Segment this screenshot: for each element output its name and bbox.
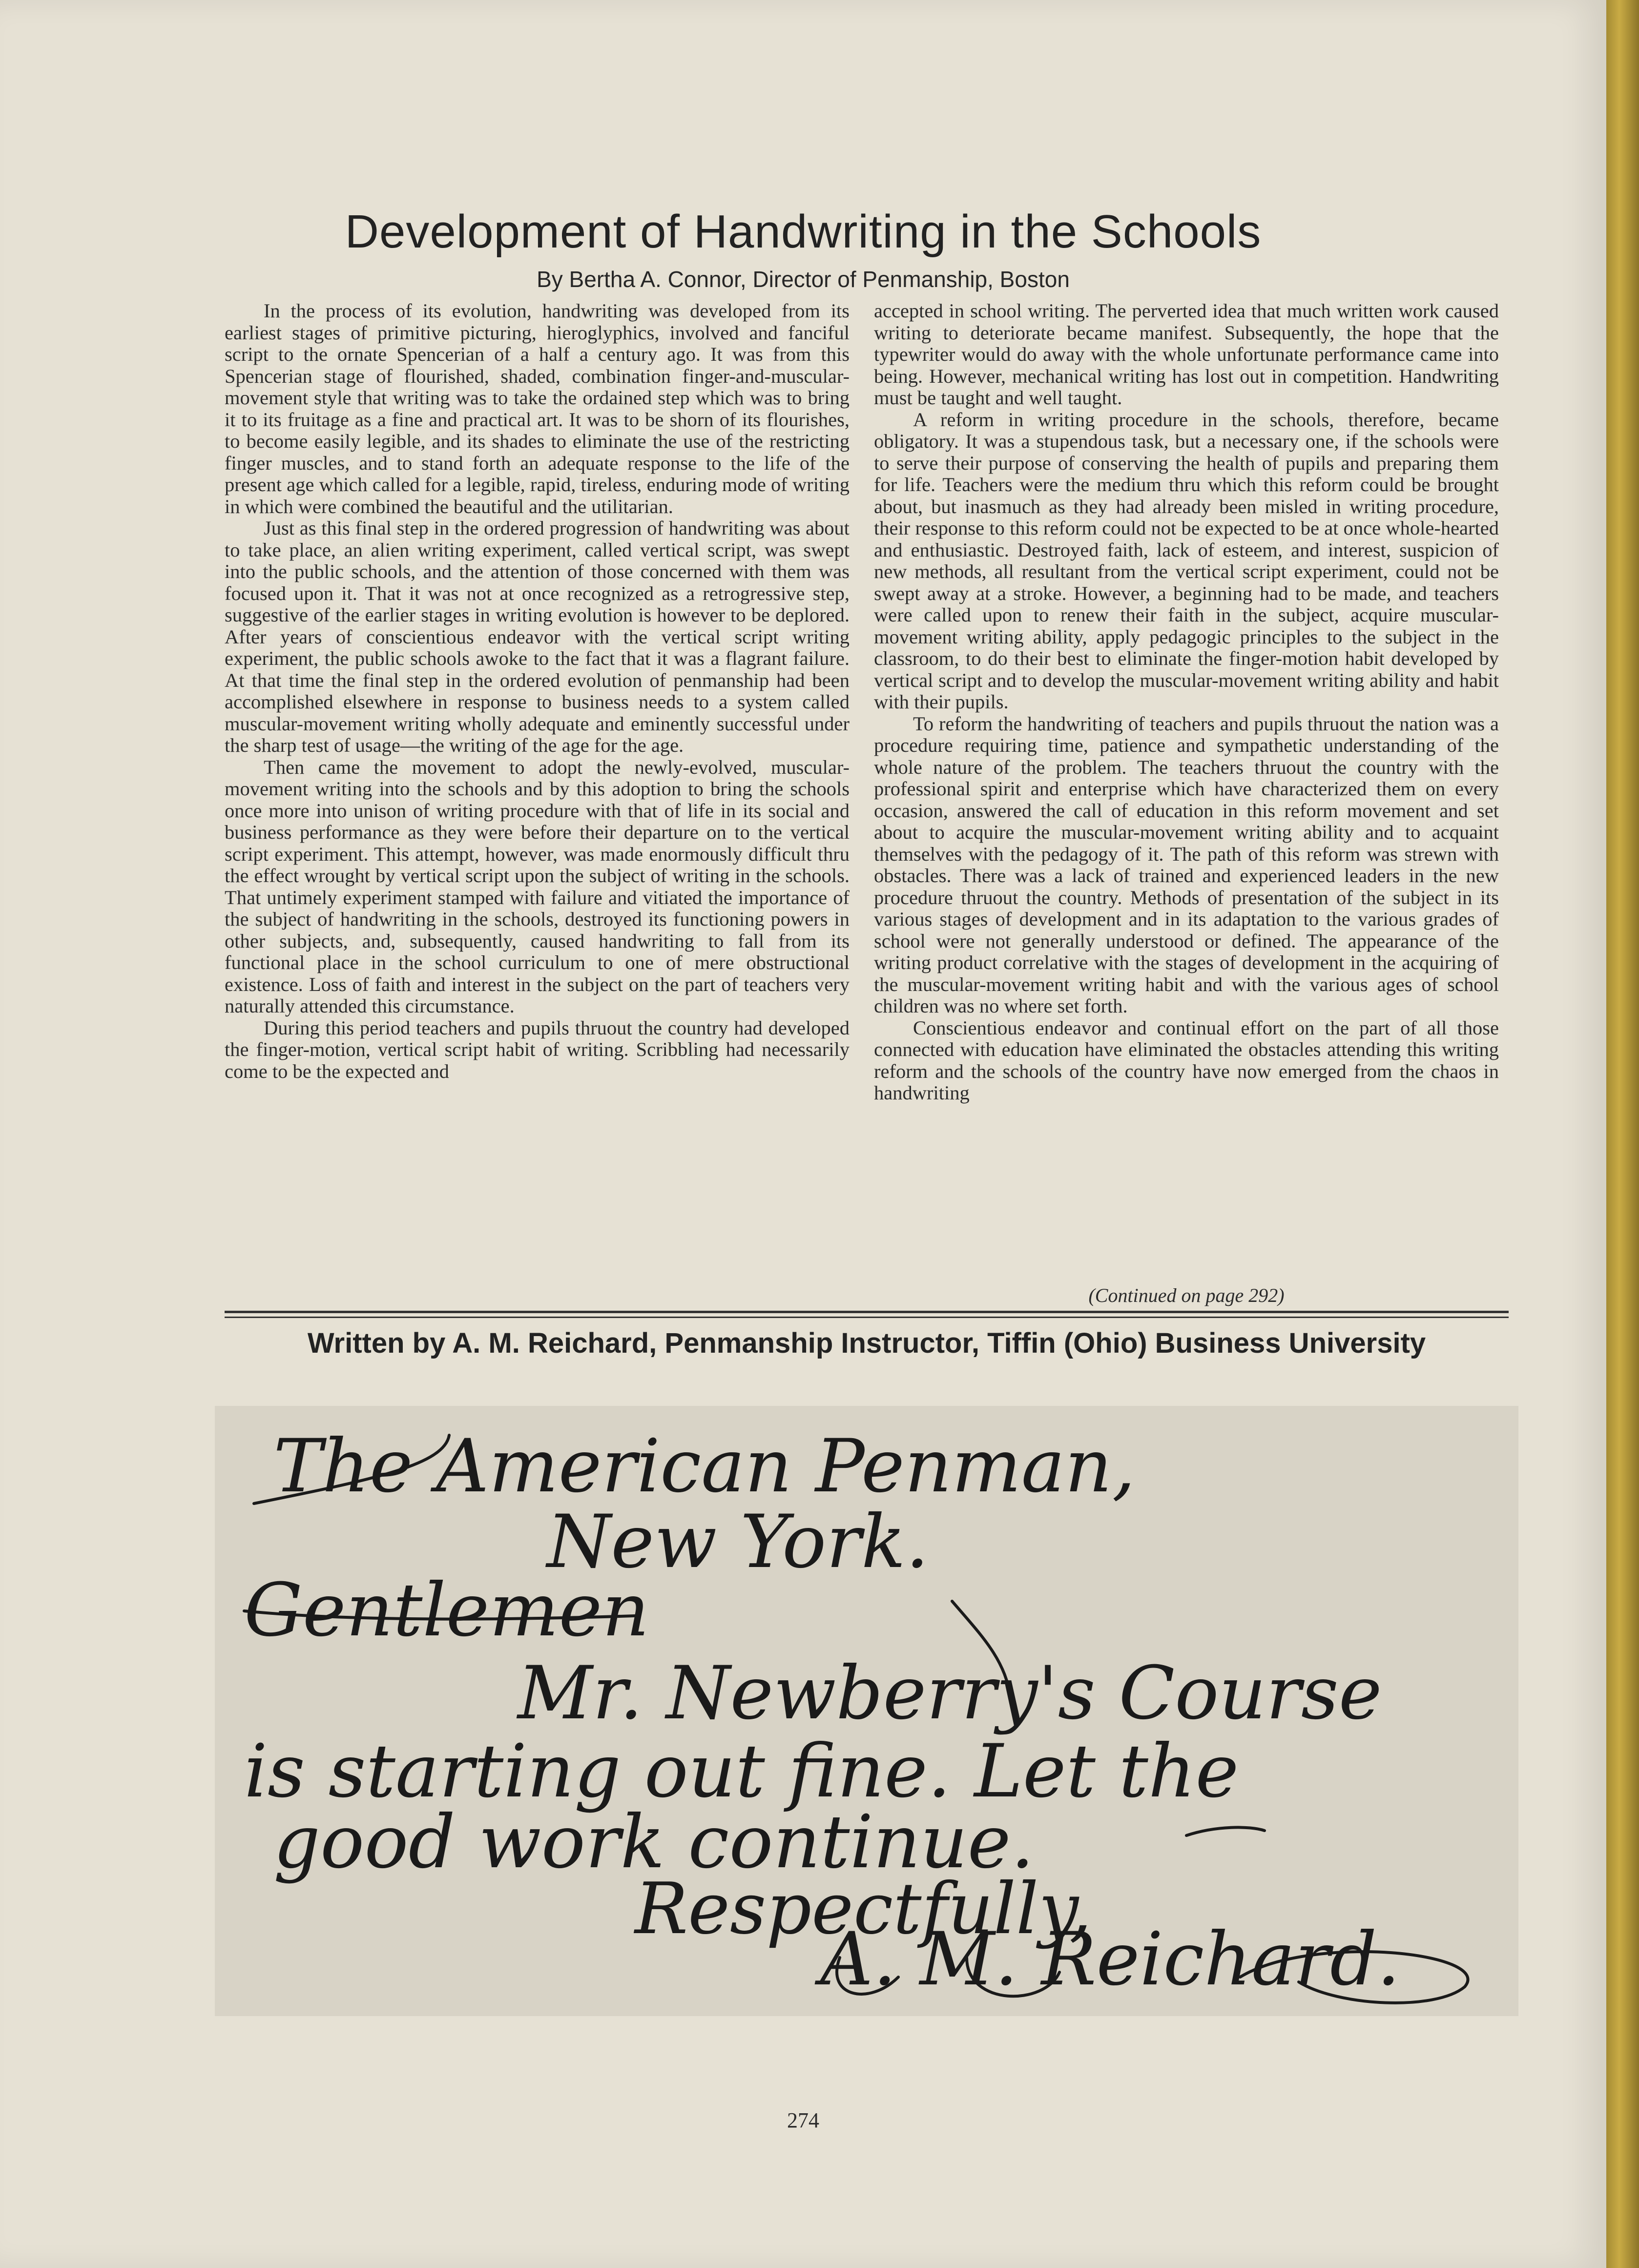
script-line: New York. (547, 1500, 929, 1585)
page-number: 274 (787, 2108, 819, 2132)
script-line: The American Penman, (273, 1424, 1136, 1509)
paragraph: During this period teachers and pupils thruout the country had developed the finger-motion, vertical script habit of writing. Scribbling had necessarily come to be the expected and (225, 1016, 850, 1082)
script-lettering (215, 1406, 1518, 2016)
specimen-heading: Written by A. M. Reichard, Penmanship Instructor, Tiffin (Ohio) Business University (307, 1327, 1426, 1359)
paragraph: accepted in school writing. The perverted idea that much written work caused writing to deteriorate became manifest. Subsequently, the hope that the typewriter would do away with the whole unfortunate performance came into being. However, mechanical writing has lost out in competition. Handwriting must be taught and well taught. (874, 300, 1499, 409)
paragraph: A reform in writing procedure in the schools, therefore, became obligatory. It was a stupendous task, but a necessary one, if the schools were to serve their purpose of conserving the health of pupils and preparing them for life. Teachers were the medium thru which this reform could be brought about, but inasmuch as they had already been misled in writing procedure, their response to this reform could not be expected to be at once whole-hearted and enthusiastic. Destroyed faith, lack of esteem, and interest, suspicion of new methods, all resultant from the vertical script experiment, could not be swept away at a stroke. However, a beginning had to be made, and teachers were called upon to renew their faith in the subject, acquire muscular-movement writing ability, apply pedagogic principles to the subject in the classroom, to do their best to eliminate the finger-motion habit developed by vertical script and to develop the muscular-movement writing ability and habit with their pupils. (874, 408, 1499, 713)
article-title: Development of Handwriting in the Schools (345, 206, 1262, 258)
paragraph: In the process of its evolution, handwriting was developed from its earliest stages of primitive picturing, hieroglyphics, involved and fanciful script to the ornate Spencerian of a half a century ago. It was from this Spencerian stage of flourished, shaded, combination finger-and-muscular-movement style that writing was to take the ordained step which was to bring it to its fruitage as a fine and practical art. It was to be shorn of its flourishes, to become easily legible, and its shades to eliminate the use of the restricting finger muscles, and to stand forth an adequate response to the life of the present age which called for a legible, rapid, tireless, enduring mode of writing in which were combined the beautiful and the utilitarian. (225, 300, 850, 517)
continued-note: (Continued on page 292) (1088, 1284, 1285, 1306)
paragraph: To reform the handwriting of teachers and pupils thruout the nation was a procedure requiring time, patience and sympathetic understanding of the whole nature of the problem. The teachers thruout the country with the professional spirit and enterprise which have characterized them on every occasion, answered the call of education in this reform movement and set about to acquire the muscular-movement writing ability and to acquaint themselves with the pedagogy of it. The path of this reform was strewn with obstacles. There was a lack of trained and experienced leaders in the new procedure thruout the country. Methods of presentation of the subject in its various stages of development and in its adaptation to the various grades of school were not generally understood or defined. The appearance of the writing product correlative with the stages of development in the acquiring of the muscular-movement writing habit and with the various ages of school children was no where set forth. (874, 712, 1499, 1017)
article-left-column (225, 300, 850, 1311)
paragraph: Just as this final step in the ordered progression of handwriting was about to take place, an alien writing experiment, called vertical script, was swept into the public schools, and the attention of those concerned with them was focused upon it. That it was not at once recognized as a retrogressive step, suggestive of the earlier stages in writing evolution is however to be deplored. After years of conscientious endeavor with the vertical script writing experiment, the public schools awoke to the fact that it was a flagrant failure. At that time the final step in the ordered evolution of penmanship had been accomplished elsewhere in response to business needs to a system called muscular-movement writing wholly adequate and eminently successful under the sharp test of usage—the writing of the age for the age. (225, 517, 850, 756)
divider (225, 1317, 1509, 1318)
handwriting-specimen (215, 1406, 1518, 2016)
paragraph: Conscientious endeavor and continual effort on the part of all those connected with education have eliminated the obstacles attending this writing reform and the schools of the country have now emerged from the chaos in handwriting (874, 1016, 1499, 1104)
script-line: Respectfully, (635, 1868, 1092, 1950)
article-byline: By Bertha A. Connor, Director of Penmanship, Boston (537, 267, 1070, 292)
script-line: Gentlemen (244, 1568, 649, 1653)
article-right-column (874, 300, 1499, 1311)
script-line: is starting out fine. Let the (244, 1729, 1239, 1814)
book-edge (1606, 0, 1639, 2268)
flourish (1186, 1827, 1265, 1835)
divider (225, 1311, 1509, 1313)
script-line: Mr. Newberry's Course (518, 1651, 1382, 1736)
paragraph: Then came the movement to adopt the newly-evolved, muscular-movement writing into the schools and by this adoption to bring the schools once more into unison of writing procedure with that of life in its social and business performance as they were before their departure on to the vertical script experiment. This attempt, however, was made enormously difficult thru the effect wrought by vertical script upon the subject of writing in the schools. That untimely experiment stamped with failure and vitiated the importance of the subject of handwriting in the schools, destroyed its functioning powers in other subjects, and, subsequently, caused handwriting to fall from its functional place in the school curriculum to one of mere obstructional existence. Loss of faith and interest in the subject on the part of teachers very naturally attended this circumstance. (225, 756, 850, 1017)
script-line: good work continue. (273, 1800, 1035, 1885)
signature: A. M. Reichard. (820, 1917, 1400, 2002)
